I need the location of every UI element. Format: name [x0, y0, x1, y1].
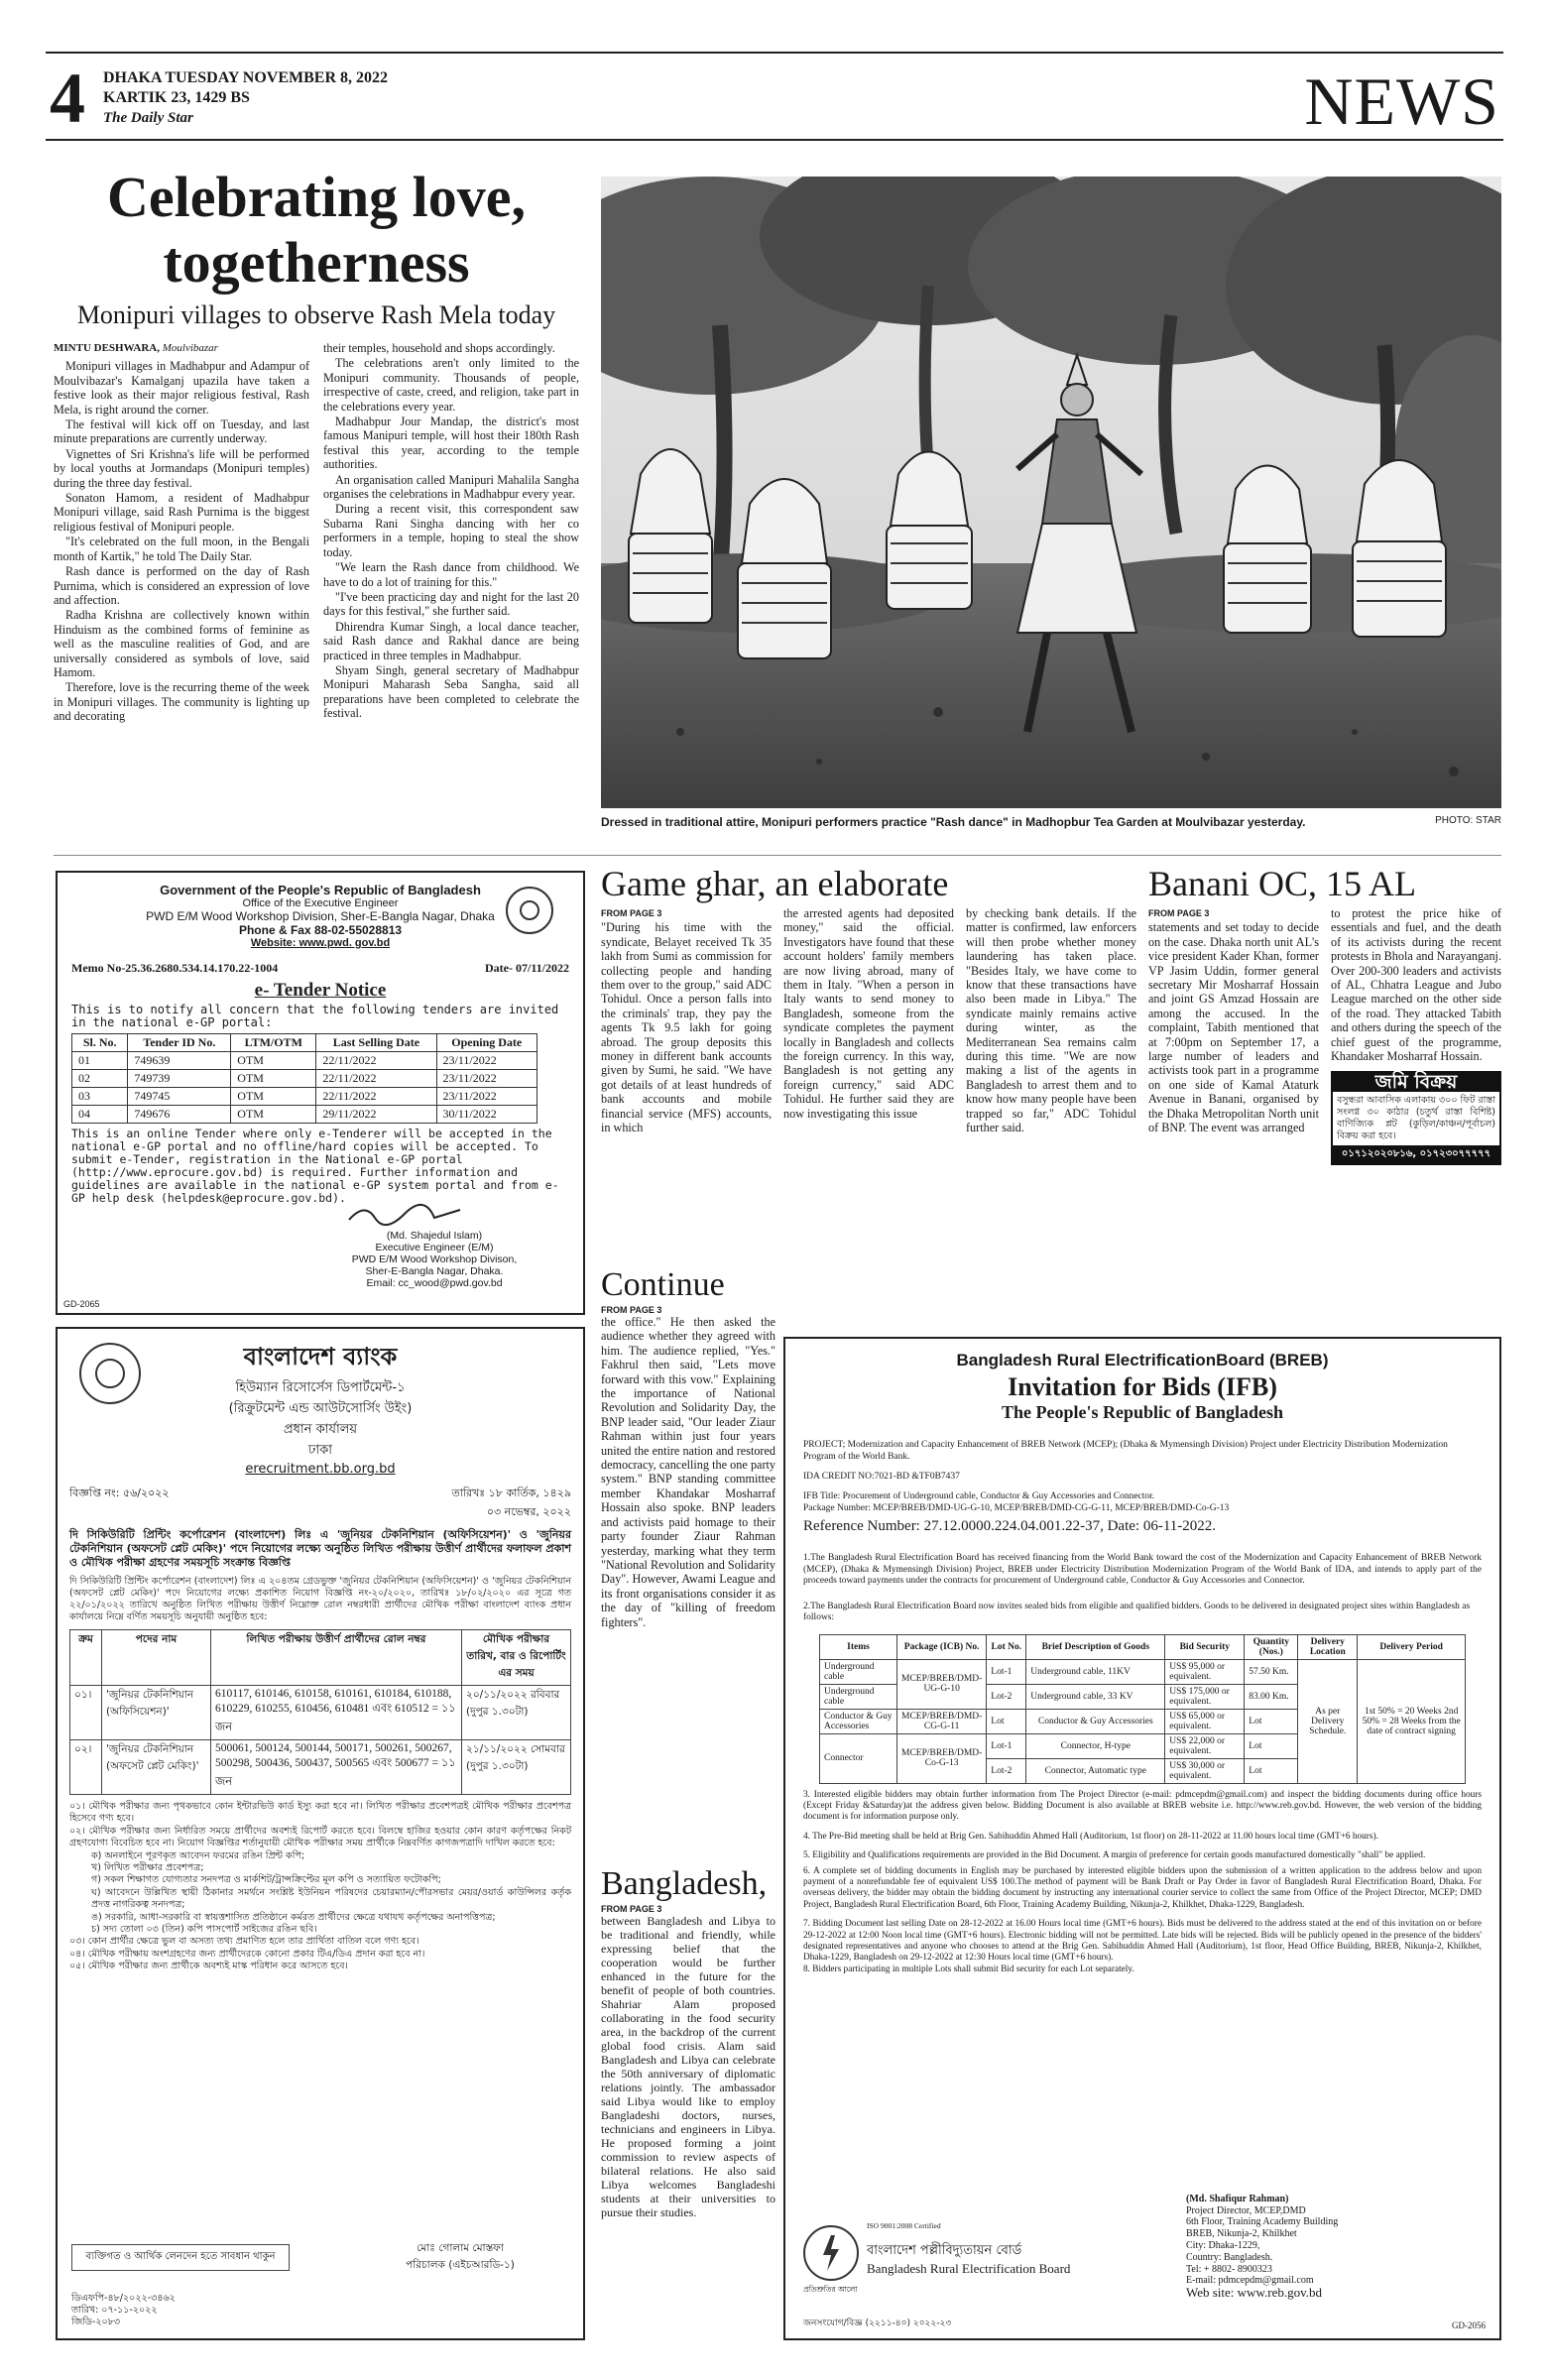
table-cell: 83.00 Km. [1245, 1684, 1298, 1709]
tender-signer: (Md. Shajedul Islam) [386, 1230, 483, 1242]
bangla-date: KARTIK 23, 1429 BS [103, 89, 250, 106]
breb-logo-block [803, 2219, 1131, 2299]
table-cell: 03 [72, 1088, 128, 1106]
table-cell: Lot [1245, 1758, 1298, 1783]
lead-paragraph: The celebrations aren't only limited to the Monipuri community. Thousands of people, irrespective of caste, creed, and religion, take part in the celebrations every year. [323, 356, 579, 414]
bb-note: ০৩। কোন প্রার্থীর ক্ষেত্রে ভুল বা অসত্য তথ্য প্রমাণিত হলে তার প্রার্থিতা বাতিল বলে গণ্য হবে। [69, 1936, 419, 1948]
bb-date2: ০৩ নভেম্বর, ২০২২ [486, 1505, 571, 1518]
table-cell: MCEP/BREB/DMD-UG-G-10 [897, 1659, 987, 1709]
breb-motto: প্রতিশ্রুতির আলো [803, 2285, 858, 2294]
lead-subhead: Monipuri villages to observe Rash Mela today [76, 300, 556, 329]
game-col: by checking bank details. If the matter is confirmed, law enforcers will then probe whether money laundering has taken place. "Besides Italy, we have come to know that these transactions have also been made in Libya." The syndicate mainly remains active during winter, as the Mediterranean Sea remains calm during this time. "We are now making a list of the agents in Bangladesh to arrest them and to know how many people have been trapped so far," ADC Tohidul further said. [966, 906, 1136, 1135]
bb-title: বাংলাদেশ ব্যাংক [243, 1343, 398, 1370]
lead-paragraph: Shyam Singh, general secretary of Madhabpur Monipuri Maharash Seba Sangha, said all preparations have been completed to celebrate the festival. [323, 662, 579, 721]
breb-logo-bn: বাংলাদেশ পল্লীবিদ্যুতায়ন বোর্ড [867, 2243, 1022, 2258]
table-cell: MCEP/BREB/DMD-CG-G-11 [897, 1709, 987, 1733]
bb-note: গ) সকল শিক্ষাগত যোগ্যতার সনদপত্র ও মার্কশিট/ট্রান্সক্রিপ্টের মূল কপি ও সত্যায়িত ফটোকপি; [91, 1874, 441, 1886]
banani-col: statements and set today to decide on the case. Dhaka north unit AL's vice president Kader Khan, former VP Jasim Uddin, former general secretary Mir Mosharraf Hossain and joint GS Amzad Hossain are among the accused. In the complaint, Tabith mentioned that at 7:00pm on September 17, a large number of leaders and activists took part in a programme on one side of Kamal Ataturk Avenue in Banani, organised by the Dhaka Metropolitan North unit of BNP. The event was arranged [1148, 920, 1319, 1135]
table-cell: Lot [1245, 1733, 1298, 1758]
breb-web: Web site: www.reb.gov.bd [1186, 2285, 1322, 2301]
table-row [72, 1052, 537, 1070]
bb-note: ঘ) আবেদনে উল্লিখিত স্থায়ী ঠিকানার সমর্থনে সংশ্লিষ্ট ইউনিয়ন পরিষদের চেয়ারম্যান/পৌরসভার মেয়র/ওয়ার্ড কাউন্সিলর কর্তৃক প্রদত্ত নাগরিকত্ব সনদপত্র; [91, 1886, 571, 1911]
breb-gd: GD-2056 [1452, 2320, 1486, 2330]
lead-paragraph: Vignettes of Sri Krishna's life will be performed by local youths at Jormandaps (Monipuri temples) during the three day festival. [54, 446, 309, 490]
breb-p7: 7. Bidding Document last selling Date on 28-12-2022 at 16.00 Hours local time (GMT+6 hours). Bids must be delivered to the address stated at the end of this invitation on or before 29-12-2022 at 12:00 Noon local time (GMT+6 hours). Electronic bidding will not be permitted. Late bids will be rejected. Bids will be publicly opened in the presence of the bidders' designated representatives and anyone who chooses to attend at the Brig Gen. Sabihuddin Ahmed Hall (Auditorium), 1st floor, Head Office Building, BREB, Nikunja-2, Khilkhet, Dhaka-1229, Bangladesh on 29-12-2022 at 12:30 Hours local time (GMT+6 hours). [803, 1919, 1482, 1964]
bb-header: ক্রম [70, 1630, 102, 1686]
continue-body: the office." He then asked the audience whether they agreed with him. The audience replied, "Yes." Fakhrul then said, "Lets move forward with this vow." Explaining the importance of National Revolution and Solidarity Day, the BNP leader said, "Our leader Ziaur Rahman within just four years united the entire nation and restored democracy, cancelling the one party system." BNP standing committee member Khandakar Mosharraf Hossain also spoke. BNP leaders and activists paid homage to their party founder Ziaur Rahman yesterday, marking what they term "National Revolution and Solidarity Day". However, Awami League and its front organisations consider it as the day of "killing of freedom fighters". [601, 1315, 775, 1629]
banani-headline: Banani OC, 15 AL [1148, 864, 1416, 903]
table-cell: US$ 30,000 or equivalent. [1165, 1758, 1245, 1783]
bb-foot3: জিডি-২০৮৩ [71, 2317, 121, 2327]
breb-p4: 4. The Pre-Bid meeting shall be held at Brig Gen. Sabihuddin Ahmed Hall (Auditorium, 1st floor) on 28-11-2022 at 11.00 hours local time (GMT+6 hours). [803, 1831, 1378, 1842]
table-cell: Connector, Automatic type [1026, 1758, 1165, 1783]
breb-iso: ISO 9001:2008 Certified [867, 2221, 941, 2230]
section-rule [54, 855, 1501, 856]
breb-foot-bn: জনসংযোগ/বিজ্ঞ (২২১১-৪০) ২০২২-২৩ [803, 2319, 952, 2328]
table-cell: Connector [820, 1733, 897, 1783]
banani-from: FROM PAGE 3 [1148, 908, 1210, 918]
table-cell: ০২। [70, 1740, 102, 1795]
masthead [46, 52, 1503, 141]
tender-signer-office: PWD E/M Wood Workshop Divison, [351, 1253, 518, 1265]
bb-dept: হিউম্যান রিসোর্সেস ডিপার্টমেন্ট-১ [235, 1380, 406, 1395]
breb-package: Package Number: MCEP/BREB/DMD-UG-G-10, MCEP/BREB/DMD-CG-G-11, MCEP/BREB/DMD-Co-G-13 [803, 1503, 1230, 1513]
tender-gov: Government of the People's Republic of Bangladesh [160, 883, 481, 897]
table-cell: Lot-1 [987, 1733, 1026, 1758]
tender-header: Last Selling Date [316, 1034, 436, 1052]
bangladesh-bank-ad [56, 1327, 585, 2340]
breb-sign-line: BREB, Nikunja-2, Khilkhet [1186, 2228, 1297, 2240]
breb-sign-line: E-mail: pdmcepdm@gmail.com [1186, 2275, 1314, 2287]
tender-website: Website: www.pwd. gov.bd [250, 937, 391, 949]
bb-note: ক) অনলাইনে পূরণকৃত আবেদন ফরমের রঙিন প্রিন্ট কপি; [91, 1849, 305, 1861]
game-col: "During his time with the syndicate, Belayet received Tk 35 lakh from Sumi as commission for collecting people and handing them over to the group," said ADC Tohidul. Once a person falls into the criminals' trap, they pay the agents Tk 9.5 lakh for going abroad. The group deposits this money in different bank accounts given by Sumi, he said. "We have got details of at least hundreds of bank accounts and mobile financial service (MFS) accounts, in which [601, 920, 772, 1135]
table-cell: Lot-1 [987, 1659, 1026, 1684]
table-cell: Underground cable, 11KV [1026, 1659, 1165, 1684]
table-cell: Underground cable [820, 1684, 897, 1709]
byline-name: MINTU DESHWARA, [54, 342, 160, 354]
lead-paragraph: The festival will kick off on Tuesday, and last minute preparations are currently underway. [54, 417, 309, 446]
table-cell: 57.50 Km. [1245, 1659, 1298, 1684]
caption-text: Dressed in traditional attire, Monipuri performers practice "Rash dance" in Madhopbur Tea Garden at Moulvibazar yesterday. [601, 815, 1306, 829]
continue-headline: Continue [601, 1266, 725, 1303]
section-title: NEWS [1304, 63, 1499, 139]
tender-table [71, 1033, 537, 1124]
table-row [72, 1070, 537, 1088]
breb-p3: 3. Interested eligible bidders may obtain further information from The Project Director (e-mail: pdmcepdm@gmail.com) and inspect the bidding documents during office hours (Except Friday &Saturday)at the address given below. Bidding Document is also available at BREB website i.e. http://www.reb.gov.bd. However, the web version of the bidding document is for information purpose only. [803, 1789, 1482, 1823]
tender-header: Sl. No. [72, 1034, 128, 1052]
breb-ifb-ad [783, 1337, 1501, 2340]
byline-place: Moulvibazar [162, 342, 218, 354]
bb-signer: মোঃ গোলাম মোস্তফা [417, 2242, 504, 2254]
lead-paragraph: Therefore, love is the recurring theme of the week in Monipuri villages. The community is lighting up and decorating [54, 680, 309, 724]
bb-date1: ১৮ কার্তিক, ১৪২৯ [488, 1487, 571, 1499]
breb-ida: IDA CREDIT NO:7021-BD &TF0B7437 [803, 1472, 960, 1482]
game-headline: Game ghar, an elaborate [601, 864, 949, 903]
breb-header: Brief Description of Goods [1026, 1634, 1165, 1659]
bb-city: ঢাকা [308, 1443, 332, 1458]
table-cell: 500061, 500124, 500144, 500171, 500261, 500267, 500298, 500436, 500437, 500565 এবং 500677 = ১১ জন [211, 1740, 462, 1795]
bangladesh-body: between Bangladesh and Libya to be traditional and friendly, while expressing belief that the cooperation would be further enhanced in the future for the benefit of people of both countries. Shahriar Alam proposed collaborating in the food security area, in the backdrop of the current global food crisis. Alam said Bangladesh and Libya can celebrate the 50th anniversary of diplomatic relations jointly. The ambassador said Libya would like to employ Bangladeshi doctors, nurses, technicians and engineers in Libya. He proposed forming a joint commission to review aspects of bilateral relations. He also said Libya welcomes Bangladeshi students at their universities to pursue their studies. [601, 1914, 775, 2219]
breb-p5: 5. Eligibility and Qualifications requirements are provided in the Bid Document. A margin of preference for certain goods manufactured domestically "shall" be applied. [803, 1850, 1426, 1861]
table-cell: Lot-2 [987, 1758, 1026, 1783]
table-cell: OTM [231, 1088, 316, 1106]
table-cell: Underground cable [820, 1659, 897, 1684]
land-ad-title: জমি বিক্রয় [1333, 1073, 1499, 1091]
game-ghar-story [601, 863, 1138, 1250]
bb-signer-title: পরিচালক (এইচআরডি-১) [406, 2259, 515, 2271]
bb-date-label: তারিখঃ [451, 1487, 486, 1499]
table-cell: Underground cable, 33 KV [1026, 1684, 1165, 1709]
land-ad-body: বসুন্ধরা আবাসিক এলাকায় ৩০০ ফিট রাস্তা সংলগ্ন ৩০ কাঠার (চতুর্থ রাস্তা বিশিষ্ট) বাণিজ্যিক প্লট (কুড়িল/কাঞ্চন/পূর্বাচল) বিক্রয় করা হবে। [1337, 1094, 1495, 1141]
tender-division: PWD E/M Wood Workshop Division, Sher-E-Bangla Nagar, Dhaka [146, 909, 495, 923]
bottom-rule [46, 139, 1503, 141]
tender-date: Date- 07/11/2022 [485, 961, 569, 975]
table-cell: Connector, H-type [1026, 1733, 1165, 1758]
bb-foot2: তারিখ: ০৭-১১-২০২২ [71, 2305, 158, 2316]
table-cell: 610117, 610146, 610158, 610161, 610184, 610188, 610229, 610255, 610456, 610481 এবং 610512 = ১১ জন [211, 1686, 462, 1740]
table-cell: 749639 [128, 1052, 231, 1070]
lead-paragraph: An organisation called Manipuri Mahalila Sangha organises the celebrations in Madhabpur every year. [323, 472, 579, 502]
lead-paragraph: "It's celebrated on the full moon, in the Bengali month of Kartik," he told The Daily Star. [54, 535, 309, 563]
land-sale-ad [1331, 1071, 1501, 1165]
tender-gd: GD-2065 [63, 1299, 100, 1309]
table-cell: 22/11/2022 [316, 1070, 436, 1088]
game-col: the arrested agents had deposited money," said the official. Investigators have found that these account holders' family members are now living abroad, many of them in Italy. "When a person in Italy wants to send money to Bangladesh, someone from the syndicate completes the payment locally in Bangladesh and collects the foreign currency. In this way, Bangladesh is not getting any foreign currency," said ADC Tohidul. He further said they are now investigating this issue [783, 906, 954, 1121]
table-cell: 02 [72, 1070, 128, 1088]
tender-intro: This is to notify all concern that the following tenders are invited in the national e-GP portal: [71, 1003, 559, 1029]
bb-warning-box [71, 2244, 290, 2271]
breb-sign-line: Country: Bangladesh. [1186, 2251, 1273, 2263]
table-cell: 1st 50% = 20 Weeks 2nd 50% = 28 Weeks from the date of contract signing [1358, 1659, 1466, 1783]
breb-p6: 6. A complete set of bidding documents in English may be purchased by interested eligible bidders upon the submission of a written application to the address below and upon payment of a nonrefundable fee of equivalent US$ 100.The method of payment will be Bank Draft or Pay Order in favor of Bangladesh Rural Electrification Board, Dhaka. For overseas delivery, the bidder may obtain the bidding document by instructing any international courier service to collect the same from Office of the Project Director, MCEP; DMD Project, Bangladesh Rural Electrification Board, 6th Floor, Training Academy Building, Nikunja-2, Khilkhet, Dhaka-1229, Bangladesh. [803, 1865, 1482, 1910]
bb-heading: দি সিকিউরিটি প্রিন্টিং কর্পোরেশন (বাংলাদেশ) লিঃ এ 'জুনিয়র টেকনিশিয়ান (অফিসিয়েশন)' ও 'জুনিয়র টেকনিশিয়ান (অফসেট প্লেট মেকিং)' পদে নিয়োগের লক্ষ্যে অনুষ্ঠিত লিখিত পরীক্ষায় উত্তীর্ণ প্রার্থীদের ফলাফল প্রকাশ ও মৌখিক পরীক্ষা গ্রহণের সময়সূচি সংক্রান্ত বিজ্ঞপ্তি [69, 1528, 571, 1569]
tender-office: Office of the Executive Engineer [242, 897, 399, 909]
banani-story [1148, 863, 1503, 1200]
table-cell: 749676 [128, 1106, 231, 1124]
table-cell: 04 [72, 1106, 128, 1124]
bb-web: erecruitment.bb.org.bd [245, 1462, 396, 1477]
tender-memo: Memo No-25.36.2680.534.14.170.22-1004 [71, 961, 279, 975]
photo-caption [601, 815, 1501, 829]
bangladesh-headline: Bangladesh, [601, 1865, 768, 1902]
paper-name: The Daily Star [103, 110, 193, 126]
bb-foot1: ডিএফপি-৪৮/২০২২-৩৪৬২ [71, 2293, 176, 2304]
signature-mark [345, 1200, 464, 1228]
table-cell: 01 [72, 1052, 128, 1070]
breb-project: PROJECT; Modernization and Capacity Enhancement of BREB Network (MCEP); (Dhaka & Mymensingh Division) Project under Electricity Distribution Modernization Program of the World Bank. [803, 1440, 1448, 1462]
banani-col: to protest the price hike of essentials and fuel, and the death of its activists during the recent protests in Bhola and Narayanganj. Over 200-300 leaders and activists of AL, Chhatra League and Jubo League marched on the other side of the road. They attacked Tabith and others during the speech of the chief guest of the programme, Khandaker Mosharraf Hossain. [1331, 906, 1501, 1064]
table-row [70, 1686, 571, 1740]
bb-note: ০৪। মৌখিক পরীক্ষায় অংশগ্রহণের জন্য প্রার্থীদেরকে কোনো প্রকার টিএ/ডিএ প্রদান করা হবে না। [69, 1948, 425, 1960]
table-cell: US$ 95,000 or equivalent. [1165, 1659, 1245, 1684]
lead-paragraph: Madhabpur Jour Mandap, the district's most famous Manipuri temple, will host their 180th Rash festival this year, according to the temple authorities. [323, 415, 579, 472]
breb-logo-icon [803, 2225, 859, 2281]
breb-header: Items [820, 1634, 897, 1659]
continue-story [601, 1265, 775, 1850]
lead-headline: Celebrating love, togetherness [106, 165, 527, 295]
table-cell: Conductor & Guy Accessories [1026, 1709, 1165, 1733]
breb-sign-name: (Md. Shafiqur Rahman) [1186, 2193, 1289, 2204]
table-cell: 22/11/2022 [316, 1052, 436, 1070]
bb-note: ঙ) সরকারি, আধা-সরকারি বা স্বায়ত্তশাসিত প্রতিষ্ঠানে কর্মরত প্রার্থীদের ক্ষেত্রে যথাযথ কর্তৃপক্ষের অনাপত্তিপত্র; [91, 1911, 496, 1923]
tender-signer-addr: Sher-E-Bangla Nagar, Dhaka. [365, 1265, 504, 1277]
lead-paragraph: Dhirendra Kumar Singh, a local dance teacher, said Rash dance and Rakhal dance are being practiced in three temples in Madhabpur. [323, 619, 579, 662]
table-cell: 23/11/2022 [436, 1052, 537, 1070]
breb-header: Bid Security [1165, 1634, 1245, 1659]
land-ad-phones: ০১৭১২০২০৮১৬, ০১৭২৩০৭৭৭৭৭ [1333, 1145, 1499, 1163]
breb-ifb-title: IFB Title: Procurement of Underground cable, Conductor & Guy Accessories and Connector. [803, 1491, 1155, 1501]
table-row [820, 1659, 1466, 1684]
breb-header: Delivery Period [1358, 1634, 1466, 1659]
table-cell: OTM [231, 1070, 316, 1088]
bb-note: খ) লিখিত পরীক্ষার প্রবেশপত্র; [91, 1862, 204, 1874]
table-cell: ০১। [70, 1686, 102, 1740]
bb-notice-no: বিজ্ঞপ্তি নং: ৫৬/২০২২ [69, 1487, 170, 1499]
lead-paragraph: Sonaton Hamom, a resident of Madhabpur Monipuri village, said Rash Purnima is the biggest religious festival of Monipuri people. [54, 491, 309, 534]
bb-header: মৌখিক পরীক্ষার তারিখ, বার ও রিপোর্টিং এর সময় [462, 1630, 571, 1686]
bank-logo-icon [79, 1343, 141, 1404]
bb-table [69, 1629, 571, 1795]
table-cell: US$ 22,000 or equivalent. [1165, 1733, 1245, 1758]
breb-org: Bangladesh Rural ElectrificationBoard (BREB) [956, 1351, 1329, 1369]
breb-republic: The People's Republic of Bangladesh [1001, 1402, 1284, 1422]
date-line: DHAKA TUESDAY NOVEMBER 8, 2022 [103, 69, 389, 86]
breb-table [819, 1634, 1466, 1784]
breb-p8: 8. Bidders participating in multiple Lots shall submit Bid security for each Lot separately. [803, 1964, 1134, 1974]
breb-sign-line: City: Dhaka-1229, [1186, 2240, 1260, 2252]
bb-wing: (রিক্রুটমেন্ট এন্ড আউটসোর্সিং উইং) [228, 1401, 413, 1416]
table-cell: 'জুনিয়র টেকনিশিয়ান (অফিসিয়েশন)' [102, 1686, 211, 1740]
bb-note: ০১। মৌখিক পরীক্ষার জন্য পৃথকভাবে কোন ইন্টারভিউ কার্ড ইস্যু করা হবে না। লিখিত পরীক্ষার প্রবেশপত্রই মৌখিক পরীক্ষার প্রবেশপত্র হিসেবে গণ্য হবে। [69, 1801, 571, 1825]
bangladesh-from: FROM PAGE 3 [601, 1904, 662, 1914]
tender-title: e- Tender Notice [254, 980, 387, 1001]
breb-header: Quantity (Nos.) [1245, 1634, 1298, 1659]
table-row [72, 1106, 537, 1124]
table-cell: OTM [231, 1106, 316, 1124]
table-cell: 22/11/2022 [316, 1088, 436, 1106]
table-cell: 29/11/2022 [316, 1106, 436, 1124]
game-from: FROM PAGE 3 [601, 908, 662, 918]
breb-header: Delivery Location [1298, 1634, 1358, 1659]
lead-story [54, 165, 579, 849]
breb-reference: Reference Number: 27.12.0000.224.04.001.22-37, Date: 06-11-2022. [803, 1518, 1217, 1534]
table-cell: 749739 [128, 1070, 231, 1088]
tender-header: Opening Date [436, 1034, 537, 1052]
table-cell: As per Delivery Schedule. [1298, 1659, 1358, 1783]
table-cell: Lot [987, 1709, 1026, 1733]
lead-paragraph: "We learn the Rash dance from childhood. We have to do a lot of training for this." [323, 560, 579, 589]
dance-photo-illustration [601, 177, 1501, 808]
lead-paragraph: their temples, household and shops accordingly. [323, 341, 555, 355]
table-cell: MCEP/BREB/DMD-Co-G-13 [897, 1733, 987, 1783]
breb-title: Invitation for Bids (IFB) [1008, 1372, 1277, 1401]
bb-warning: ব্যক্তিগত ও আর্থিক লেনদেন হতে সাবধান থাকুন [85, 2251, 276, 2262]
tender-notice-ad [56, 871, 585, 1315]
page-number: 4 [50, 59, 85, 138]
tender-header: LTM/OTM [231, 1034, 316, 1052]
breb-sign-line: 6th Floor, Training Academy Building [1186, 2216, 1339, 2228]
lead-photo [601, 177, 1501, 808]
tender-signer-title: Executive Engineer (E/M) [375, 1242, 494, 1253]
table-cell: 30/11/2022 [436, 1106, 537, 1124]
bb-header: লিখিত পরীক্ষায় উত্তীর্ণ প্রার্থীদের রোল নম্বর [211, 1630, 462, 1686]
govt-seal-icon [506, 887, 553, 934]
table-cell: ২০/১১/২০২২ রবিবার (দুপুর ১.৩০টা) [462, 1686, 571, 1740]
tender-signer-email: Email: cc_wood@pwd.gov.bd [366, 1277, 503, 1289]
table-cell: OTM [231, 1052, 316, 1070]
table-cell: US$ 65,000 or equivalent. [1165, 1709, 1245, 1733]
tender-phone: Phone & Fax 88-02-55028813 [238, 923, 403, 937]
breb-header: Lot No. [987, 1634, 1026, 1659]
table-row [70, 1740, 571, 1795]
table-cell: Lot-2 [987, 1684, 1026, 1709]
tender-header: Tender ID No. [128, 1034, 231, 1052]
photo-credit: PHOTO: STAR [1435, 815, 1501, 826]
lead-paragraph: Monipuri villages in Madhabpur and Adampur of Moulvibazar's Kamalganj upazila have taken a festive look as their major religious festival, Rash Mela, is right around the corner. [54, 359, 309, 416]
breb-sign-line: Tel: + 8802- 8900323 [1186, 2263, 1272, 2275]
top-rule [46, 52, 1503, 54]
breb-sign-line: Project Director, MCEP,DMD [1186, 2204, 1306, 2216]
lead-paragraph: During a recent visit, this correspondent saw Subarna Rani Singha dancing with her co performers in a temple, hoping to steal the show today. [323, 502, 579, 559]
bb-note: চ) সদ্য তোলা ০৩ (তিন) কপি পাসপোর্ট সাইজের রঙিন ছবি। [91, 1924, 317, 1936]
breb-p2: 2.The Bangladesh Rural Electrification Board now invites sealed bids from eligible and qualified bidders. Goods to be delivered in designated project sites within Bangladesh as follows: [803, 1601, 1471, 1622]
breb-p1: 1.The Bangladesh Rural Electrification Board has received financing from the World Bank toward the cost of the Modernization and Capacity Enhancement of BREB Network (MCEP), (Dhaka & Mymensingh Division) Project, BREB under Electricity Distribution Modernization Program of the World Bank of IDA, and intends to apply part of the proceeds toward payments under the contracts for procurement of Underground cable, Conductor & Guy Accessories and Connector. [803, 1553, 1482, 1586]
table-cell: US$ 175,000 or equivalent. [1165, 1684, 1245, 1709]
bb-office: প্রধান কার্যালয় [283, 1422, 358, 1437]
bb-intro: দি সিকিউরিটি প্রিন্টিং কর্পোরেশন (বাংলাদেশ) লিঃ এ ২০৪তম গ্রেডভুক্ত 'জুনিয়র টেকনিশিয়ান (অফিসিয়েশন)' ও 'জুনিয়র টেকনিশিয়ান (অফসেট প্লেট মেকিং)' পদে নিয়োগের লক্ষ্যে প্রকাশিত নিয়োগ বিজ্ঞপ্তি নং-২০/২০২০, তারিখঃ ১৮/০২/২০২০ এর সূত্রে গত ২২/০১/২০২২ তারিখে অনুষ্ঠিত লিখিত পরীক্ষায় উত্তীর্ণ নিম্নোক্ত রোল নম্বরধারী প্রার্থীদের মৌখিক পরীক্ষা বাংলাদেশ ব্যাংক প্রধান কার্যালয়ে নিম্নে বর্ণিত সময়সূচি অনুযায়ী অনুষ্ঠিত হবে: [69, 1576, 571, 1622]
table-cell: 749745 [128, 1088, 231, 1106]
table-cell: Conductor & Guy Accessories [820, 1709, 897, 1733]
table-cell: Lot [1245, 1709, 1298, 1733]
lead-paragraph: Radha Krishna are collectively known within Hinduism as the combined forms of feminine as well as the masculine realities of God, and are universally considered as symbols of love, said Hamom. [54, 608, 309, 679]
table-cell: ২১/১১/২০২২ সোমবার (দুপুর ১.৩০টা) [462, 1740, 571, 1795]
table-row [72, 1088, 537, 1106]
bb-note: ০৫। মৌখিক পরীক্ষার জন্য প্রার্থীকে অবশ্যই মাস্ক পরিধান করে আসতে হবে। [69, 1961, 348, 1972]
continue-from: FROM PAGE 3 [601, 1305, 662, 1315]
bb-header: পদের নাম [102, 1630, 211, 1686]
bb-note: ০২। মৌখিক পরীক্ষার জন্য নির্ধারিত সময়ে প্রার্থীদের অবশ্যই রিপোর্ট করতে হবে। বিলম্বে হাজির হওয়ার কোন কারণ কর্তৃপক্ষের নিকট গ্রহণযোগ্য বিবেচিত হবে না। নিয়োগ বিজ্ঞপ্তির শর্তানুযায়ী মৌখিক পরীক্ষার সময় প্রার্থীকে নিম্নবর্ণিত কাগজপত্রাদি দাখিল করতে হবে: [69, 1825, 571, 1849]
table-cell: 23/11/2022 [436, 1088, 537, 1106]
breb-logo-en: Bangladesh Rural Electrification Board [867, 2261, 1071, 2276]
table-cell: 'জুনিয়র টেকনিশিয়ান (অফসেট প্লেট মেকিং)' [102, 1740, 211, 1795]
lead-paragraph: "I've been practicing day and night for the last 20 days for this festival," she further said. [323, 589, 579, 619]
table-cell: 23/11/2022 [436, 1070, 537, 1088]
tender-note: This is an online Tender where only e-Tenderer will be accepted in the national e-GP portal and no offline/hard copies will be accepted. To submit e-Tender, registration in the National e-GP portal (http://www.eprocure.gov.bd) is required. Further information and guidelines are available in the national e-GP system portal and from e-GP help desk (helpdesk@eprocure.gov.bd). [71, 1127, 559, 1205]
lead-paragraph: Rash dance is performed on the day of Rash Purnima, which is considered an expression of love and affection. [54, 564, 309, 607]
breb-header: Package (ICB) No. [897, 1634, 987, 1659]
bangladesh-story [601, 1864, 775, 2340]
